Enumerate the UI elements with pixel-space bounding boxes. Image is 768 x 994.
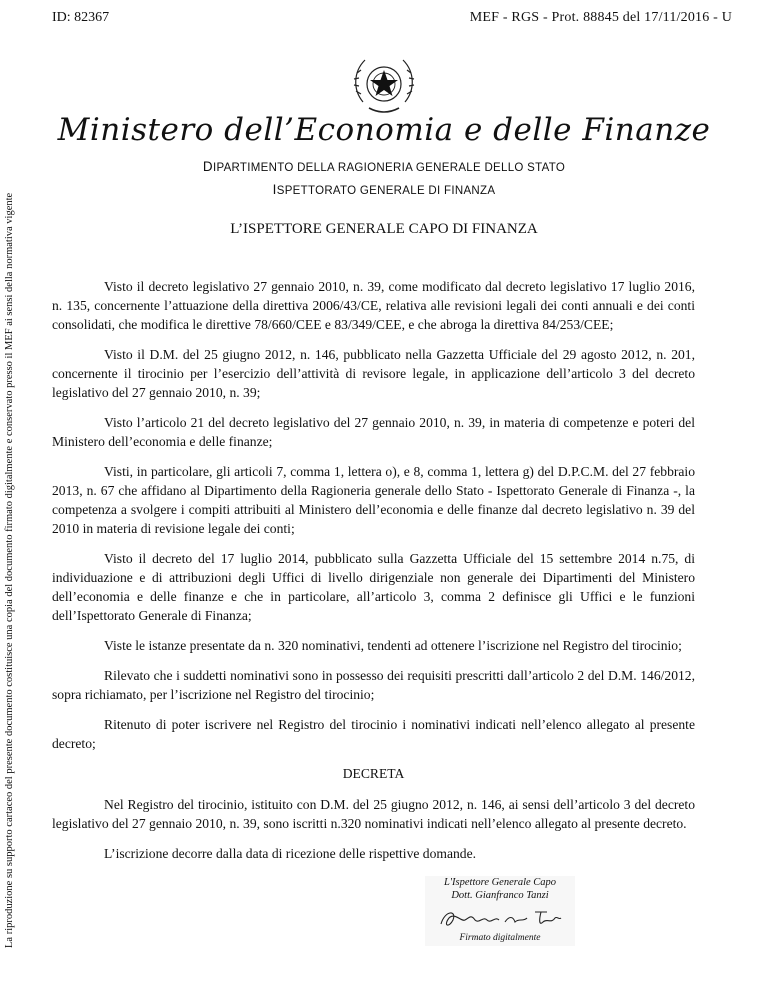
inspectorate-name xyxy=(0,182,768,197)
ministry-name: Ministero dell’Economia e delle Finanze xyxy=(57,112,711,148)
paragraph: Rilevato che i suddetti nominativi sono in possesso dei requisiti prescritti dall’articolo 2 del D.M. 146/2012, sopra richiamato, per l’iscrizione nel Registro del tirocinio; xyxy=(52,668,695,702)
document-id: ID: 82367 xyxy=(52,10,110,25)
paragraph: Visto il D.M. del 25 giugno 2012, n. 146, pubblicato nella Gazzetta Ufficiale del 29 agosto 2012, n. 201, concernente il tirocinio per l’esercizio dell’attività di revisore legale, in applicazione dell’articolo 3 del decreto legislativo del 27 gennaio 2010, n. 39; xyxy=(52,347,695,400)
department-name xyxy=(0,159,768,174)
digital-signature-note: Firmato digitalmente xyxy=(459,933,541,943)
handwritten-signature xyxy=(435,904,565,934)
signer-name: Dott. Gianfranco Tanzi xyxy=(451,890,549,901)
department-initial: D xyxy=(202,159,213,174)
paragraph: Visto il decreto del 17 luglio 2014, pubblicato sulla Gazzetta Ufficiale del 15 settembre 2014 n.75, di individuazione e di attribuzioni degli Uffici di livello dirigenziale non generale dei Dipartimenti del Ministero dell’economia e delle finanze e che in particolare, all’articolo 3, comma 2 definisce gli Uffici e le funzioni dell’Ispettorato Generale di Finanza; xyxy=(52,551,695,623)
signature-block xyxy=(425,876,575,946)
paragraph: Nel Registro del tirocinio, istituito con D.M. del 25 giugno 2012, n. 146, ai sensi dell’articolo 3 del decreto legislativo del 27 gennaio 2010, n. 39, sono iscritti n.320 nominativi indicati nell’elenco allegato al presente decreto. xyxy=(52,797,695,831)
italian-emblem-icon xyxy=(349,50,419,120)
paragraph: Visto l’articolo 21 del decreto legislativo del 27 gennaio 2010, n. 39, in materia di competenze e poteri del Ministero dell’economia e delle finanze; xyxy=(52,415,695,449)
document-body xyxy=(52,277,695,874)
paragraph: Visto il decreto legislativo 27 gennaio 2010, n. 39, come modificato dal decreto legislativo 17 luglio 2016, n. 135, concernente l’attuazione della direttiva 2006/43/CE, relativa alle revisioni legali dei conti annuali e dei conti consolidati, che modifica le direttive 78/660/CEE e 83/349/CEE, e che abroga la direttiva 84/253/CEE; xyxy=(52,279,695,332)
inspectorate-initial: I xyxy=(272,182,277,197)
protocol-number: MEF - RGS - Prot. 88845 del 17/11/2016 - U xyxy=(469,10,732,25)
paragraph: Viste le istanze presentate da n. 320 nominativi, tendenti ad ottenere l’iscrizione nel Registro del tirocinio; xyxy=(104,638,682,653)
department-rest: IPARTIMENTO DELLA RAGIONERIA GENERALE DELLO STATO xyxy=(212,162,566,174)
document-title: L’ISPETTORE GENERALE CAPO DI FINANZA xyxy=(230,221,538,237)
paragraph: Visti, in particolare, gli articoli 7, comma 1, lettera o), e 8, comma 1, lettera g) del D.P.C.M. del 27 febbraio 2013, n. 67 che affidano al Dipartimento della Ragioneria generale dello Stato - Ispettorato Generale di Finanza -, la competenza a svolgere i compiti attribuiti al Ministero dell’economia e delle finanze dal decreto legislativo n. 39 del 2010 in materia di revisione legale dei conti; xyxy=(52,464,695,536)
signer-role: L'Ispettore Generale Capo xyxy=(443,877,557,888)
inspectorate-rest: SPETTORATO GENERALE DI FINANZA xyxy=(276,185,496,197)
legal-side-note: La riproduzione su supporto cartaceo del presente documento costituisce una copia del documento firmato digitalmente e conservato presso il MEF ai sensi della normativa vigente xyxy=(4,192,15,948)
paragraph: L’iscrizione decorre dalla data di ricezione delle rispettive domande. xyxy=(104,846,477,861)
decreta-heading: DECRETA xyxy=(342,766,405,781)
paragraph: Ritenuto di poter iscrivere nel Registro del tirocinio i nominativi indicati nell’elenco allegato al presente decreto; xyxy=(52,717,695,751)
